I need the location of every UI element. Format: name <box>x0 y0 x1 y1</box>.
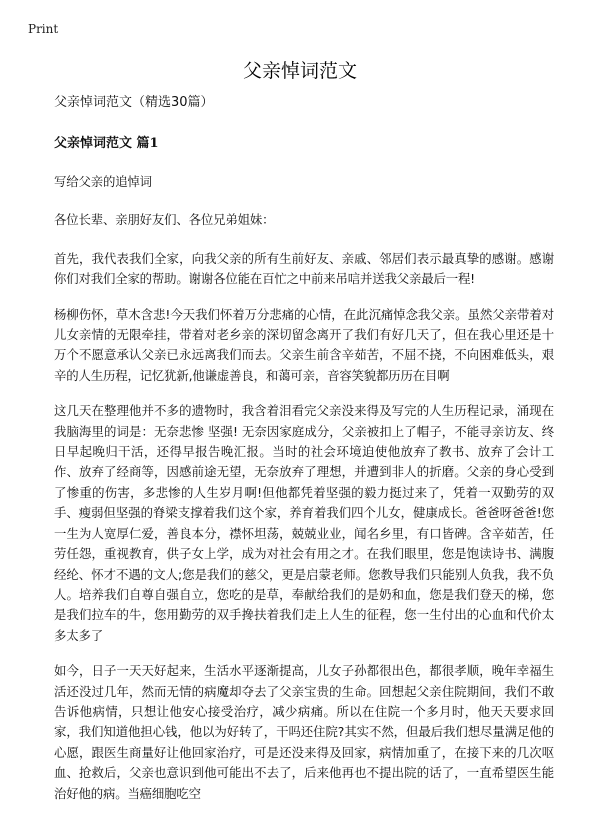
paragraph: 杨柳伤怀，草木含悲!今天我们怀着万分悲痛的心情，在此沉痛悼念我父亲。虽然父亲带着对儿女亲情的无限牵挂，带着对老乡亲的深切留念离开了我们有好几天了，但在我心里还是十万个不愿意承认父亲已永远离我们而去。父亲生前含辛茹苦，不屈不挠，不向困难低头，艰辛的人生历程，记忆犹新,他谦虚善良，和蔼可亲，音容笑貌都历历在目啊 <box>54 306 554 383</box>
paragraph: 如今，日子一天天好起来，生活水平逐渐提高，儿女子孙都很出色，都很孝顺，晚年幸福生活还没过几年，然而无情的病魔却夺去了父亲宝贵的生命。回想起父亲住院期间，我们不敢告诉他病情，只想让他安心接受治疗，减少病痛。所以在住院一个多月时，他天天要求回家，我们知道他担心钱，他以为好转了，干吗还住院?其实不然，但最后我们想尽量满足他的心愿，跟医生商量好让他回家治疗，可是还没来得及回家，病情加重了，在接下来的几次呕血、抢救后，父亲也意识到他可能出不去了，后来他再也不提出院的话了，一直希望医生能治好他的病。当癌细胞吃空 <box>54 663 554 801</box>
section-heading: 父亲悼词范文 篇1 <box>54 136 159 151</box>
paragraph: 这几天在整理他并不多的遗物时，我含着泪看完父亲没来得及写完的人生历程记录，涌现在我脑海里的词是：无奈悲惨 坚强! 无奈因家庭成分，父亲被扣上了帽子，不能寻亲访友、终日早起晚归干活，还得早报告晚汇报。当时的社会环境迫使他放弃了教书、放弃了会计工作、放弃了经商等，因感前途无望，无奈放弃了理想，并遭到非人的折磨。父亲的身心受到了惨重的伤害，多悲惨的人生岁月啊!但他都凭着坚强的毅力挺过来了，凭着一双勤劳的双手、瘦弱但坚强的脊梁支撑着我们这个家，养育着我们四个儿女，健康成长。爸爸呀爸爸!您一生为人宽厚仁爱，善良本分，襟怀坦荡，兢兢业业，闻名乡里，有口皆碑。含辛茹苦，任劳任怨，重视教育，供子女上学，成为对社会有用之才。在我们眼里，您是饱读诗书、满腹经纶、怀才不遇的文人;您是我们的慈父，更是启蒙老师。您教导我们只能别人负我，我不负人。培养我们自尊自强自立，您吃的是草，奉献给我们的是奶和血，您是我们登天的梯，您是我们拉车的牛，您用勤劳的双手搀扶着我们走上人生的征程，您一生付出的心血和代价太多太多了 <box>54 403 554 643</box>
paragraph: 各位长辈、亲朋好友们、各位兄弟姐妹： <box>54 212 275 228</box>
paragraph: 首先，我代表我们全家，向我父亲的所有生前好友、亲戚、邻居们表示最真挚的感谢。感谢你们对我们全家的帮助。谢谢各位能在百忙之中前来吊唁并送我父亲最后一程! <box>54 250 554 287</box>
document-title: 父亲悼词范文 <box>242 60 357 82</box>
print-link[interactable]: Print <box>28 22 59 36</box>
document-body <box>54 94 554 819</box>
paragraph: 写给父亲的追悼词 <box>54 174 152 189</box>
document-subtitle: 父亲悼词范文（精选30篇） <box>54 95 214 110</box>
